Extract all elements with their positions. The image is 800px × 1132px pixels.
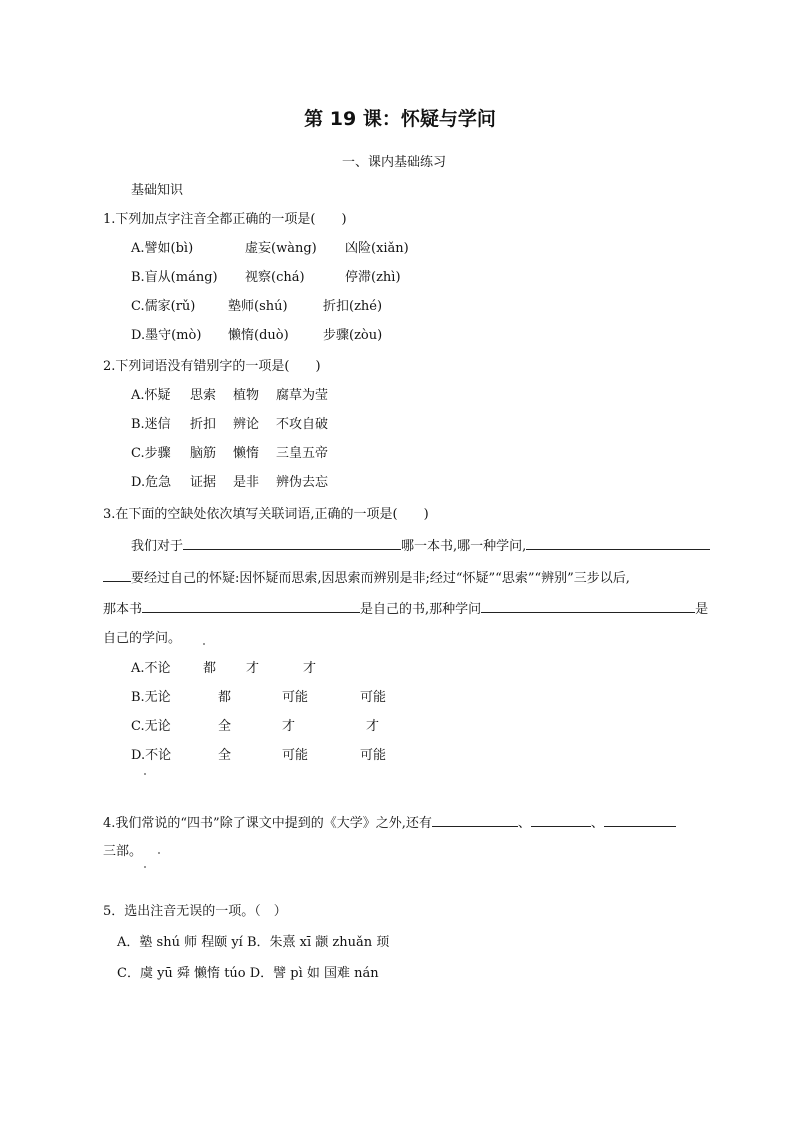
q1-option-a-3: 凶险(xiǎn) [345, 241, 409, 256]
q2-option-a-2: 思索 [190, 388, 217, 403]
q2-option-b-3: 辨论 [233, 417, 260, 432]
q2-option-d-3: 是非 [233, 475, 260, 490]
q3-text-3b: 是自己的书,那种学问 [360, 602, 482, 617]
q3-option-a-2: 都 [203, 661, 217, 676]
q2-option-d-4: 辨伪去忘 [276, 475, 329, 490]
q1-option-c-1: C.儒家(rǔ) [131, 299, 196, 314]
q3-blank-3[interactable] [142, 600, 360, 613]
q3-option-c-3: 才 [282, 719, 296, 734]
stray-mark [203, 643, 205, 645]
q3-text-1b: 哪一本书,哪一种学问, [401, 539, 527, 554]
page-title: 第 19 课：怀疑与学问 [304, 108, 496, 130]
q1-option-d-3: 步骤(zòu) [323, 328, 383, 343]
subsection-heading: 基础知识 [131, 183, 184, 198]
q3-passage-line-4: 自己的学问。 [103, 631, 182, 646]
q1-option-c-3: 折扣(zhé) [323, 299, 383, 314]
q5-option-line-1: A．塾 shú 师 程颐 yí B．朱熹 xī 颛 zhuǎn 顼 [117, 935, 390, 950]
q3-blank-2-cont[interactable] [103, 569, 131, 582]
q3-text-3a: 那本书 [103, 602, 143, 617]
q3-text-2: 要经过自己的怀疑:因怀疑而思索,因思索而辨别是非;经过“怀疑”“思索”“辨别”三步以后, [131, 571, 630, 586]
stray-mark [144, 773, 146, 775]
q2-option-d-1: D.危急 [131, 475, 172, 490]
q3-option-b-3: 可能 [282, 690, 309, 705]
q3-option-a-1: A.不论 [131, 661, 171, 676]
q4-sep-2: 、 [590, 816, 604, 831]
q4-sep-1: 、 [517, 816, 531, 831]
q2-option-c-2: 脑筋 [190, 446, 217, 461]
q3-passage-line-1 [131, 537, 710, 555]
q3-stem: 3.在下面的空缺处依次填写关联词语,正确的一项是( ) [103, 507, 429, 522]
q1-option-d-1: D.墨守(mò) [131, 328, 202, 343]
q4-blank-2[interactable] [531, 814, 591, 827]
q3-option-b-4: 可能 [360, 690, 387, 705]
q2-option-d-2: 证据 [190, 475, 217, 490]
q3-option-a-4: 才 [303, 661, 317, 676]
q1-option-a-2: 虚妄(wàng) [245, 241, 317, 256]
q3-text-3c: 是 [695, 602, 709, 617]
q3-option-c-1: C.无论 [131, 719, 171, 734]
q3-option-d-1: D.不论 [131, 748, 172, 763]
q3-option-d-2: 全 [218, 748, 232, 763]
q3-option-d-3: 可能 [282, 748, 309, 763]
q3-option-c-4: 才 [366, 719, 380, 734]
stray-mark [158, 852, 160, 854]
q1-option-c-2: 塾师(shú) [228, 299, 288, 314]
q2-option-c-4: 三皇五帝 [276, 446, 329, 461]
q3-option-a-3: 才 [246, 661, 260, 676]
q3-option-d-4: 可能 [360, 748, 387, 763]
q1-stem: 1.下列加点字注音全都正确的一项是( ) [103, 212, 347, 227]
q5-option-line-2: C．虞 yū 舜 懒惰 túo D．譬 pì 如 国难 nán [117, 966, 379, 981]
q4-stem: 4.我们常说的“四书”除了课文中提到的《大学》之外,还有 [103, 816, 432, 831]
q1-option-b-3: 停滞(zhì) [345, 270, 401, 285]
q2-stem: 2.下列词语没有错别字的一项是( ) [103, 359, 321, 374]
q3-blank-2[interactable] [526, 537, 710, 550]
q3-text-1a: 我们对于 [131, 539, 184, 554]
q2-option-a-3: 植物 [233, 388, 260, 403]
q3-option-b-1: B.无论 [131, 690, 171, 705]
q4-line-1 [103, 814, 676, 832]
stray-mark [144, 866, 146, 868]
q2-option-c-3: 懒惰 [233, 446, 260, 461]
q4-blank-1[interactable] [432, 814, 518, 827]
q3-passage-line-2 [103, 569, 630, 587]
q3-blank-4[interactable] [481, 600, 695, 613]
q2-option-c-1: C.步骤 [131, 446, 171, 461]
q1-option-d-2: 懒惰(duò) [228, 328, 289, 343]
q3-blank-1[interactable] [183, 537, 401, 550]
q4-blank-3[interactable] [604, 814, 676, 827]
q5-stem: 5．选出注音无误的一项。（ ） [103, 904, 287, 919]
q1-option-b-2: 视察(chá) [245, 270, 305, 285]
q3-option-c-2: 全 [218, 719, 232, 734]
q2-option-b-2: 折扣 [190, 417, 217, 432]
section-heading: 一、课内基础练习 [342, 155, 447, 170]
q3-passage-line-3 [103, 600, 708, 618]
q3-option-b-2: 都 [218, 690, 232, 705]
q4-tail: 三部。 [103, 844, 143, 859]
q1-option-a-1: A.譬如(bì) [131, 241, 194, 256]
q2-option-a-1: A.怀疑 [131, 388, 171, 403]
q2-option-b-1: B.迷信 [131, 417, 171, 432]
q2-option-a-4: 腐草为莹 [276, 388, 329, 403]
q1-option-b-1: B.盲从(máng) [131, 270, 218, 285]
q2-option-b-4: 不攻自破 [276, 417, 329, 432]
